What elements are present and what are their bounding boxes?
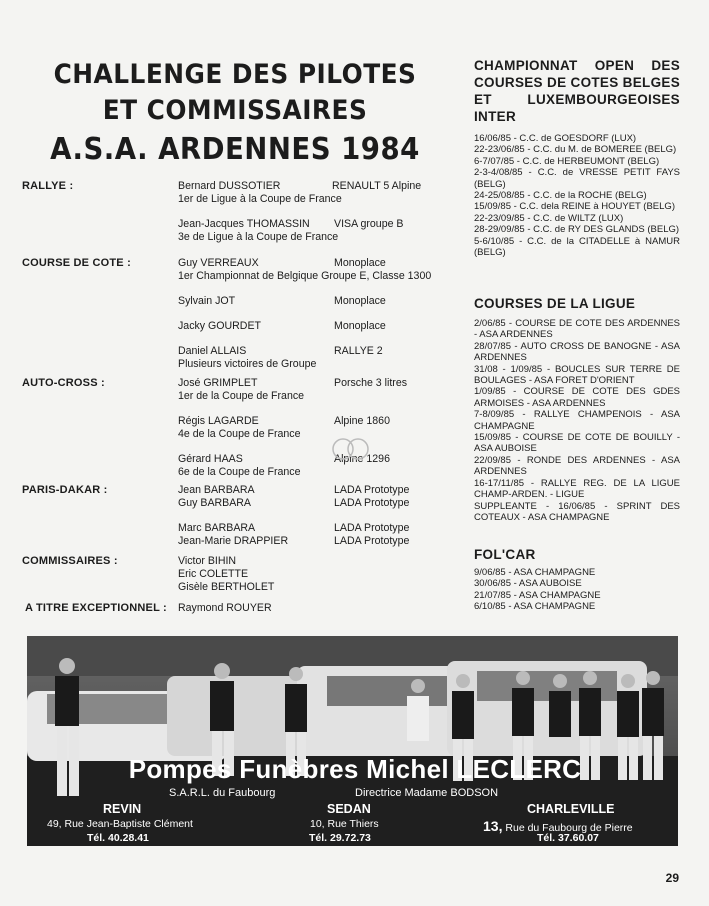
entry xyxy=(178,453,478,479)
section-label-course-de-cote: COURSE DE COTE : xyxy=(22,257,131,269)
championnat-list xyxy=(474,133,680,258)
ad-tel-sedan: Tél. 29.72.73 xyxy=(309,832,371,844)
entry-car: Alpine 1296 xyxy=(334,453,390,465)
entry-name: Bernard DUSSOTIER xyxy=(178,180,281,192)
entry-name: Raymond ROUYER xyxy=(178,602,272,614)
entry-name: José GRIMPLET xyxy=(178,377,258,389)
list-item: 9/06/85 - ASA CHAMPAGNE xyxy=(474,567,596,578)
list-item: 22-23/09/85 - C.C. de WILTZ (LUX) xyxy=(474,212,624,224)
advertisement-photo xyxy=(27,636,678,846)
list-item: 15/09/85 - COURSE DE COTE DE BOUILLY - ASA AUBOISE xyxy=(474,432,680,455)
list-item: 24-25/08/85 - C.C. de la ROCHE (BELG) xyxy=(474,190,647,202)
entry xyxy=(178,345,478,371)
section-label-paris-dakar: PARIS-DAKAR : xyxy=(22,484,108,496)
list-item: 2/06/85 - COURSE DE COTE DES ARDENNES - ASA ARDENNES xyxy=(474,318,680,341)
entry-name: Gérard HAAS xyxy=(178,453,243,465)
ad-tel-revin: Tél. 40.28.41 xyxy=(87,832,149,844)
ad-city-charleville: CHARLEVILLE xyxy=(527,802,615,816)
entry xyxy=(178,218,478,244)
entry-name: Marc BARBARA xyxy=(178,522,256,534)
entry-name: Jean-Jacques THOMASSIN xyxy=(178,218,310,230)
list-item: 1/09/85 - COURSE DE COTE DES GDES ARMOISES - ASA ARDENNES xyxy=(474,386,680,409)
entry-name: Jacky GOURDET xyxy=(178,320,261,332)
entry-car: Monoplace xyxy=(334,295,386,307)
list-item: 6/10/85 - ASA CHAMPAGNE xyxy=(474,601,596,613)
ad-city-revin: REVIN xyxy=(103,802,142,816)
entry-car: LADA Prototype xyxy=(334,497,410,509)
list-item: 7-8/09/85 - RALLYE CHAMPENOIS - ASA CHAMPAGNE xyxy=(474,409,680,432)
list-item: 15/09/85 - C.C. dela REINE à HOUYET (BELG) xyxy=(474,201,675,213)
entry-name: Régis LAGARDE xyxy=(178,415,259,427)
section-label-auto-cross: AUTO-CROSS : xyxy=(22,377,105,389)
entry-note: 1er de la Coupe de France xyxy=(178,390,305,402)
entry-car: RENAULT 5 Alpine xyxy=(332,180,422,192)
section-label-rallye: RALLYE : xyxy=(22,180,74,192)
entry-name: Eric COLETTE xyxy=(178,568,249,580)
list-item: 5-6/10/85 - C.C. de la CITADELLE à NAMUR (BELG) xyxy=(474,235,680,259)
entry-car: LADA Prototype xyxy=(334,522,410,534)
entry-name: Jean-Marie DRAPPIER xyxy=(178,535,289,547)
page-number: 29 xyxy=(665,871,679,885)
ad-company: S.A.R.L. du Faubourg xyxy=(169,787,276,799)
entry xyxy=(178,377,478,403)
ad-address-number: 13, xyxy=(483,818,503,834)
entry-car: VISA groupe B xyxy=(334,218,404,230)
section-label-exceptionnel: A TITRE EXCEPTIONNEL : xyxy=(25,602,167,614)
section-label-commissaires: COMMISSAIRES : xyxy=(22,555,118,567)
ad-brand: Pompes Funèbres Michel LECLERC xyxy=(128,754,582,784)
list-item: 22-23/06/85 - C.C. du M. de BOMEREE (BELG) xyxy=(474,144,677,156)
ad-address-street: Rue du Faubourg de Pierre xyxy=(505,822,633,834)
entry-note: 4e de la Coupe de France xyxy=(178,428,301,440)
entry xyxy=(178,602,478,615)
entry-note: 1er de Ligue à la Coupe de France xyxy=(178,193,342,205)
ligue-heading: COURSES DE LA LIGUE xyxy=(474,296,636,311)
list-item: 16/06/85 - C.C. de GOESDORF (LUX) xyxy=(474,133,637,144)
entry-car: Monoplace xyxy=(334,257,386,269)
championnat-heading: CHAMPIONNAT OPEN DES COURSES DE COTES BELGES ET LUXEMBOURGEOISES INTER xyxy=(474,58,680,124)
list-item: 22/09/85 - RONDE DES ARDENNES - ASA ARDENNES xyxy=(474,454,680,478)
list-item: 2-3-4/08/85 - C.C. de VRESSE PETIT FAYS (BELG) xyxy=(474,167,680,190)
entry-name: Jean BARBARA xyxy=(178,484,255,496)
entry-car: RALLYE 2 xyxy=(334,345,383,357)
title-line-1: CHALLENGE DES PILOTES xyxy=(53,59,417,90)
ad-city-sedan: SEDAN xyxy=(327,802,371,816)
entry-note: 3e de Ligue à la Coupe de France xyxy=(178,231,339,243)
entry-name: Sylvain JOT xyxy=(178,295,236,307)
ligue-block xyxy=(474,295,680,523)
entry-name: Victor BIHIN xyxy=(178,555,237,567)
ad-director: Directrice Madame BODSON xyxy=(355,787,499,799)
title-line-3: A.S.A. ARDENNES 1984 xyxy=(50,132,420,167)
entry-car: Porsche 3 litres xyxy=(334,377,408,389)
list-item: 28-29/09/85 - C.C. de RY DES GLANDS (BELG) xyxy=(474,224,680,236)
list-item: SUPPLEANTE - 16/06/85 - SPRINT DES COTEAUX - ASA CHAMPAGNE xyxy=(474,500,680,523)
list-item: 21/07/85 - ASA CHAMPAGNE xyxy=(474,589,601,601)
title-line-2: ET COMMISSAIRES xyxy=(102,95,368,126)
ad-tel-charleville: Tél. 37.60.07 xyxy=(537,832,599,844)
entry-note: 6e de la Coupe de France xyxy=(178,466,301,478)
entry-name: Guy VERREAUX xyxy=(178,257,259,269)
list-item: 28/07/85 - AUTO CROSS DE BANOGNE - ASA ARDENNES xyxy=(474,340,680,364)
entry xyxy=(178,180,478,206)
entry-note: Plusieurs victoires de Groupe xyxy=(178,358,317,370)
ad-address-sedan: 10, Rue Thiers xyxy=(310,818,379,830)
entry xyxy=(178,295,478,308)
championnat-block xyxy=(474,57,680,258)
entry xyxy=(178,415,478,441)
watermark-logo xyxy=(330,436,372,462)
entry xyxy=(178,497,478,510)
entry xyxy=(178,535,478,548)
entry-car: LADA Prototype xyxy=(334,484,410,496)
entry-name: Daniel ALLAIS xyxy=(178,345,247,357)
folcar-block xyxy=(474,546,680,613)
folcar-heading: FOL'CAR xyxy=(474,547,536,562)
entry-note: 1er Championnat de Belgique Groupe E, Classe 1300 xyxy=(178,270,432,282)
entry-car: Alpine 1860 xyxy=(334,415,390,427)
entry xyxy=(178,484,478,497)
entry xyxy=(178,257,478,283)
entry xyxy=(178,522,478,535)
list-item: 30/06/85 - ASA AUBOISE xyxy=(474,578,582,590)
ad-address-revin: 49, Rue Jean-Baptiste Clément xyxy=(47,818,193,830)
entry-car: LADA Prototype xyxy=(334,535,410,547)
entry-name: Guy BARBARA xyxy=(178,497,252,509)
entry-car: Monoplace xyxy=(334,320,386,332)
entry-name: Gisèle BERTHOLET xyxy=(178,581,275,593)
list-item: 31/08 - 1/09/85 - BOUCLES SUR TERRE DE BOULAGES - ASA FORET D'ORIENT xyxy=(474,363,680,387)
ligue-list xyxy=(474,318,680,523)
list-item: 6-7/07/85 - C.C. de HERBEUMONT (BELG) xyxy=(474,155,660,167)
list-item: 16-17/11/85 - RALLYE REG. DE LA LIGUE CHAMP-ARDEN. - LIGUE xyxy=(474,477,680,501)
entry xyxy=(178,320,478,333)
folcar-list xyxy=(474,567,680,613)
entry xyxy=(178,555,478,594)
